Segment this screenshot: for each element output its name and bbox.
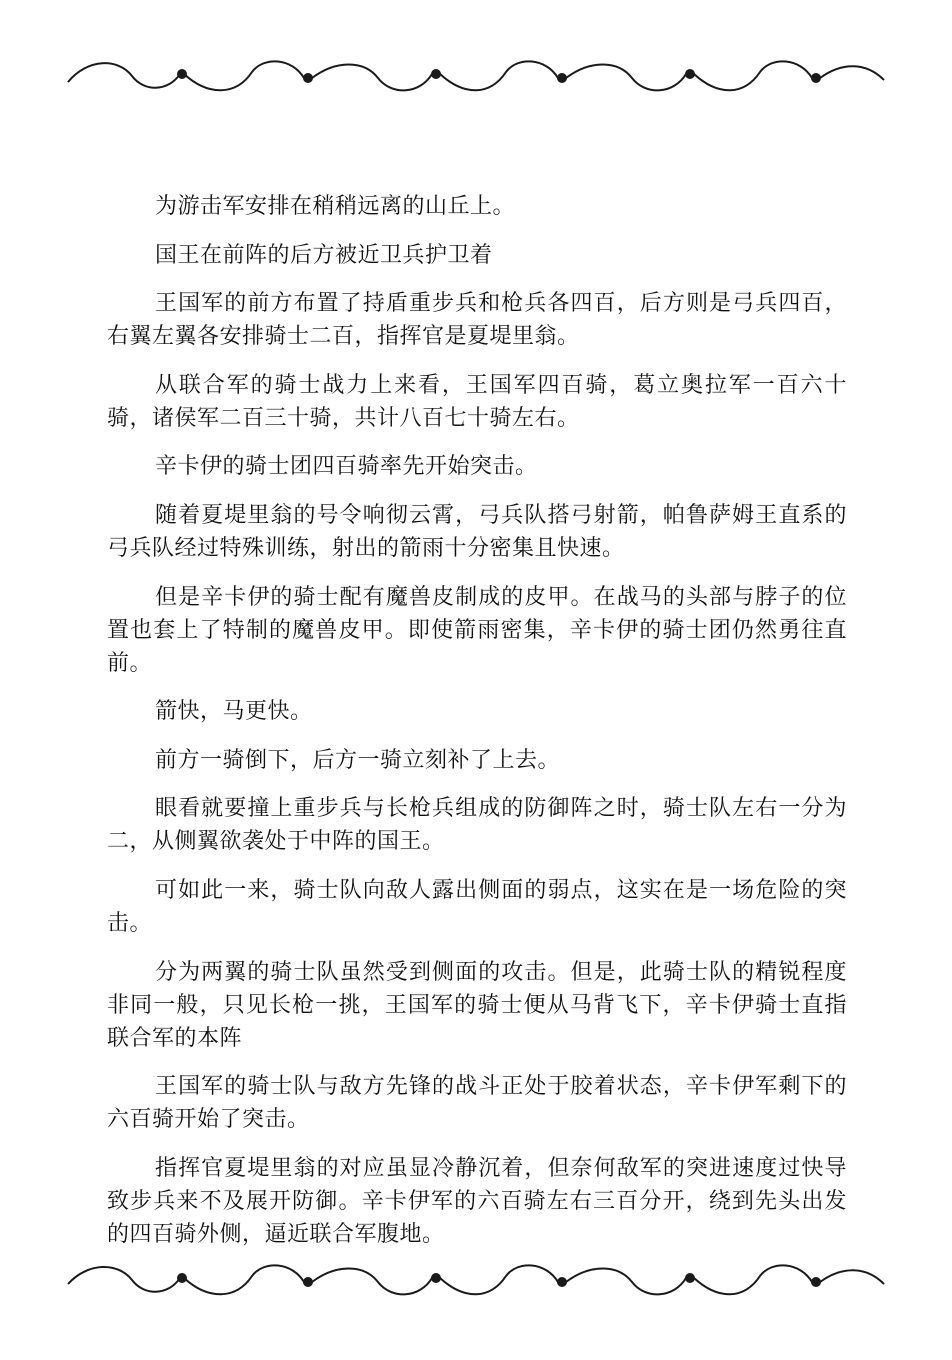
paragraph: 但是辛卡伊的骑士配有魔兽皮制成的皮甲。在战马的头部与脖子的位置也套上了特制的魔兽皮甲。即使箭雨密集，辛卡伊的骑士团仍然勇往直前。 xyxy=(107,584,847,676)
paragraph: 指挥官夏堤里翁的对应虽显冷静沉着，但奈何敌军的突进速度过快导致步兵来不及展开防御。辛卡伊军的六百骑左右三百分开，绕到先头出发的四百骑外侧，逼近联合军腹地。 xyxy=(107,1155,847,1247)
paragraph: 王国军的前方布置了持盾重步兵和枪兵各四百，后方则是弓兵四百，右翼左翼各安排骑士二百，指挥官是夏堤里翁。 xyxy=(107,291,847,350)
paragraph: 箭快，马更快。 xyxy=(155,699,313,725)
ornament-flourish-group xyxy=(68,1265,884,1294)
paragraph: 为游击军安排在稍稍远离的山丘上。 xyxy=(155,194,516,219)
ornament-flourish-group xyxy=(68,61,884,90)
bottom-decorative-border xyxy=(60,1256,892,1304)
paragraph: 眼看就要撞上重步兵与长枪兵组成的防御阵之时，骑士队左右一分为二，从侧翼欲袭处于中阵的国王。 xyxy=(107,796,847,855)
paragraph: 可如此一来，骑士队向敌人露出侧面的弱点，这实在是一场危险的突击。 xyxy=(107,877,847,936)
paragraph: 前方一骑倒下，后方一骑立刻补了上去。 xyxy=(155,747,561,773)
page-body-text xyxy=(107,190,847,1266)
top-decorative-border xyxy=(60,52,892,100)
paragraph: 随着夏堤里翁的号令响彻云霄，弓兵队搭弓射箭，帕鲁萨姆王直系的弓兵队经过特殊训练，射出的箭雨十分密集且快速。 xyxy=(107,502,847,561)
paragraph: 国王在前阵的后方被近卫兵护卫着 xyxy=(155,242,493,268)
paragraph: 王国军的骑士队与敌方先锋的战斗正处于胶着状态，辛卡伊军剩下的六百骑开始了突击。 xyxy=(107,1074,847,1133)
paragraph: 从联合军的骑士战力上来看，王国军四百骑，葛立奥拉军一百六十骑，诸侯军二百三十骑，共计八百七十骑左右。 xyxy=(107,372,847,431)
paragraph: 辛卡伊的骑士团四百骑率先开始突击。 xyxy=(155,454,538,480)
paragraph: 分为两翼的骑士队虽然受到侧面的攻击。但是，此骑士队的精锐程度非同一般，只见长枪一挑，王国军的骑士便从马背飞下，辛卡伊骑士直指联合军的本阵 xyxy=(107,959,847,1051)
